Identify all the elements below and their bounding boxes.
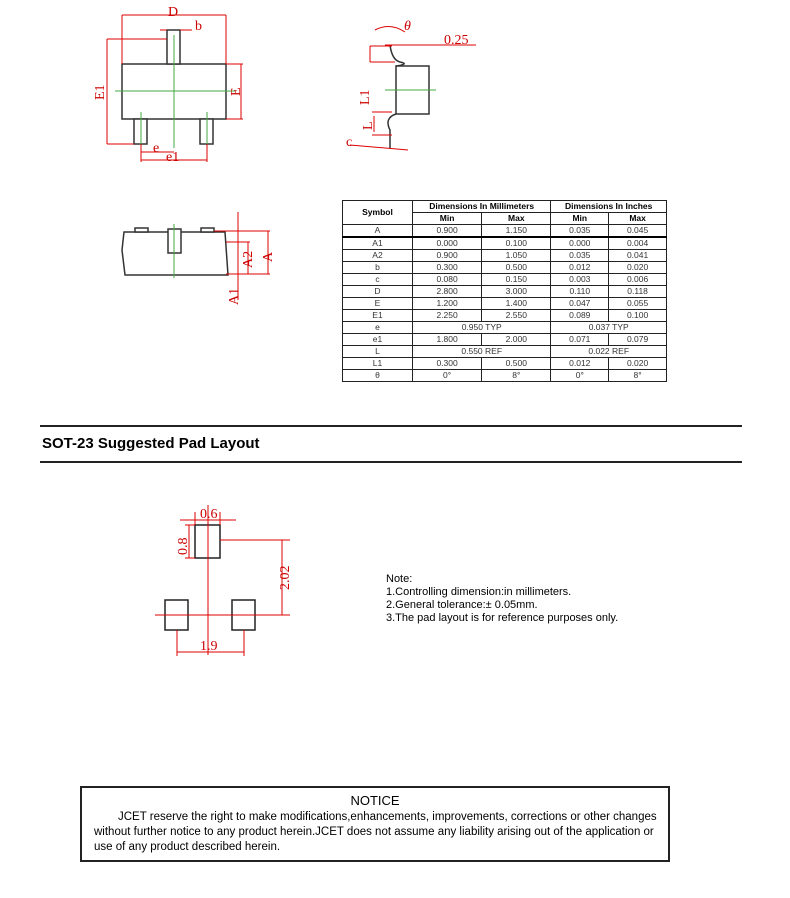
section-title: SOT-23 Suggested Pad Layout: [42, 435, 260, 452]
table-row: [343, 310, 667, 322]
cell-imin: 0.000: [551, 237, 609, 250]
cell-imin: 0.047: [551, 298, 609, 310]
pad-width-label: 0.6: [200, 507, 218, 522]
dim-label-A: A: [261, 251, 276, 262]
cell-mmin: 0.900: [413, 250, 482, 262]
pad-horizontal-pitch-label: 1.9: [200, 639, 218, 654]
cell-s: c: [343, 274, 413, 286]
dim-label-L: L: [361, 121, 376, 130]
cell-imin: 0.035: [551, 225, 609, 238]
cell-mmax: 2.000: [482, 334, 551, 346]
cell-mm: 0.550 REF: [413, 346, 551, 358]
dim-label-b: b: [195, 19, 202, 34]
note-title: Note:: [386, 573, 413, 585]
cell-mmin: 0.300: [413, 262, 482, 274]
cell-mmax: 0.500: [482, 262, 551, 274]
dim-label-e1: e1: [166, 150, 180, 165]
cell-imax: 0.055: [609, 298, 667, 310]
table-row: [343, 237, 667, 250]
table-row: [343, 274, 667, 286]
cell-imax: 0.118: [609, 286, 667, 298]
notes: [386, 573, 618, 625]
dim-label-c: c: [346, 135, 353, 150]
header-max: Max: [482, 213, 551, 225]
cell-s: e1: [343, 334, 413, 346]
cell-mm: 0.950 TYP: [413, 322, 551, 334]
cell-imax: 0.006: [609, 274, 667, 286]
cell-imax: 0.020: [609, 358, 667, 370]
top-view-drawing: [93, 5, 244, 165]
dim-label-gauge: 0.25: [444, 33, 469, 48]
notice-box: [80, 786, 670, 862]
cell-imax: 8°: [609, 370, 667, 382]
dim-label-E: E: [229, 87, 244, 96]
header-max: Max: [609, 213, 667, 225]
cell-mmin: 0.000: [413, 237, 482, 250]
table-row: [343, 322, 667, 334]
notice-text: use of any product described herein.: [94, 841, 281, 853]
cell-mmax: 1.050: [482, 250, 551, 262]
notice-text: without further notice to any product herein.JCET does not assume any liability arising out of the application or: [94, 826, 654, 838]
table-row: [343, 346, 667, 358]
cell-s: E: [343, 298, 413, 310]
cell-in: 0.022 REF: [551, 346, 667, 358]
section-header: [40, 425, 742, 463]
dim-label-D: D: [168, 5, 179, 20]
cell-imin: 0.110: [551, 286, 609, 298]
cell-s: e: [343, 322, 413, 334]
table-row: [343, 298, 667, 310]
pad-height-label: 0.8: [176, 537, 191, 555]
cell-imax: 0.100: [609, 310, 667, 322]
cell-mmax: 0.100: [482, 237, 551, 250]
table-row: [343, 334, 667, 346]
dim-label-e: e: [153, 141, 160, 156]
cell-s: b: [343, 262, 413, 274]
cell-s: θ: [343, 370, 413, 382]
header-min: Min: [551, 213, 609, 225]
cell-mmin: 0.080: [413, 274, 482, 286]
note-item: 3.The pad layout is for reference purposes only.: [386, 612, 619, 624]
cell-s: A1: [343, 237, 413, 250]
pad-layout-drawing: [155, 505, 293, 656]
cell-in: 0.037 TYP: [551, 322, 667, 334]
cell-imax: 0.020: [609, 262, 667, 274]
cell-imax: 0.004: [609, 237, 667, 250]
table-row: [343, 262, 667, 274]
table-row: [343, 370, 667, 382]
front-view-drawing: [122, 212, 276, 305]
cell-mmax: 0.150: [482, 274, 551, 286]
cell-mmin: 1.800: [413, 334, 482, 346]
cell-mmin: 0.300: [413, 358, 482, 370]
dim-label-L1: L1: [358, 89, 373, 105]
side-view-drawing: [346, 19, 476, 150]
cell-imin: 0.035: [551, 250, 609, 262]
cell-mmin: 0.900: [413, 225, 482, 238]
cell-mmin: 1.200: [413, 298, 482, 310]
cell-mmax: 0.500: [482, 358, 551, 370]
cell-mmax: 8°: [482, 370, 551, 382]
table-row: [343, 286, 667, 298]
cell-s: A2: [343, 250, 413, 262]
cell-s: E1: [343, 310, 413, 322]
note-item: 2.General tolerance:± 0.05mm.: [386, 599, 538, 611]
dim-label-theta: θ: [404, 19, 411, 34]
cell-mmax: 2.550: [482, 310, 551, 322]
note-item: 1.Controlling dimension:in millimeters.: [386, 586, 572, 598]
cell-s: L: [343, 346, 413, 358]
cell-mmax: 3.000: [482, 286, 551, 298]
pad-vertical-pitch-label: 2.02: [278, 565, 293, 590]
notice-title: NOTICE: [350, 793, 400, 808]
header-in: Dimensions In Inches: [551, 201, 667, 213]
cell-mmax: 1.400: [482, 298, 551, 310]
cell-imax: 0.079: [609, 334, 667, 346]
cell-s: D: [343, 286, 413, 298]
cell-mmin: 0°: [413, 370, 482, 382]
cell-s: L1: [343, 358, 413, 370]
header-symbol: Symbol: [343, 201, 413, 225]
dim-label-A1: A1: [227, 287, 242, 305]
cell-imin: 0°: [551, 370, 609, 382]
cell-imin: 0.071: [551, 334, 609, 346]
table-row: [343, 250, 667, 262]
cell-imin: 0.012: [551, 262, 609, 274]
cell-imin: 0.012: [551, 358, 609, 370]
cell-imax: 0.045: [609, 225, 667, 238]
cell-imin: 0.003: [551, 274, 609, 286]
dim-label-A2: A2: [241, 250, 256, 268]
cell-s: A: [343, 225, 413, 238]
header-mm: Dimensions In Millimeters: [413, 201, 551, 213]
table-row: [343, 225, 667, 238]
dimensions-table: [342, 200, 667, 382]
cell-mmin: 2.250: [413, 310, 482, 322]
table-row: [343, 358, 667, 370]
notice-text: JCET reserve the right to make modifications,enhancements, improvements, corrections or other changes: [118, 811, 657, 823]
cell-imax: 0.041: [609, 250, 667, 262]
cell-mmax: 1.150: [482, 225, 551, 238]
cell-imin: 0.089: [551, 310, 609, 322]
cell-mmin: 2.800: [413, 286, 482, 298]
dim-label-E1: E1: [93, 84, 108, 100]
header-min: Min: [413, 213, 482, 225]
